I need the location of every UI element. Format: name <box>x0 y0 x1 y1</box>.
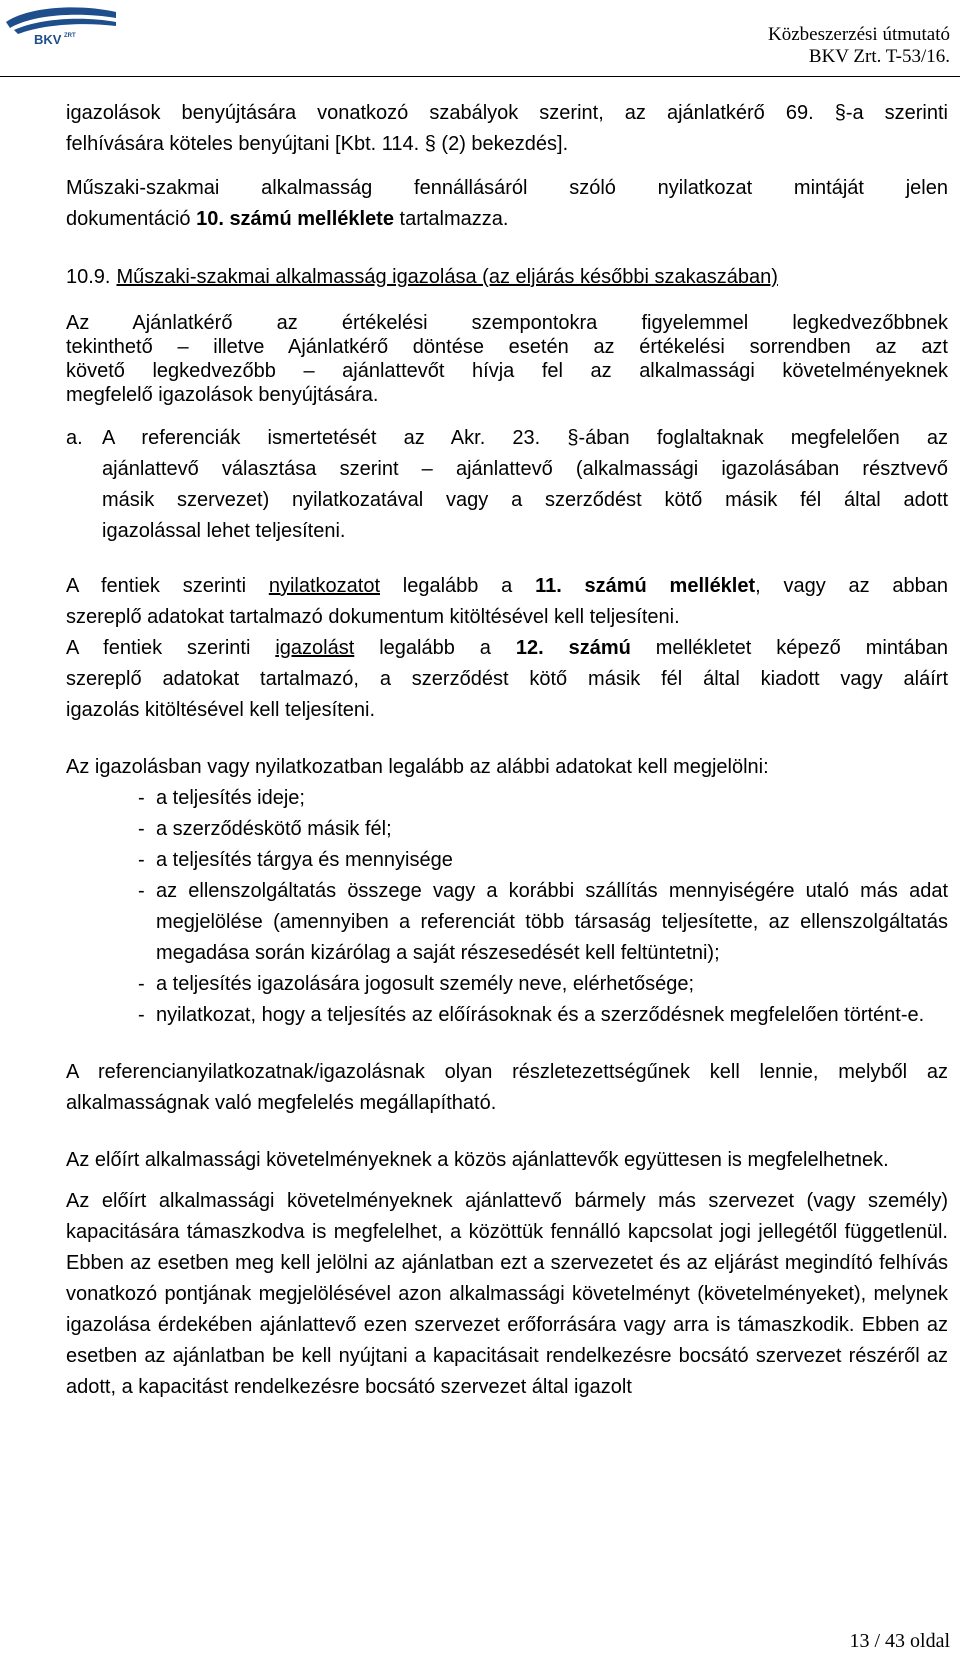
section-intro <box>66 311 948 407</box>
document-title-line1: Közbeszerzési útmutató <box>767 24 950 45</box>
page-header <box>0 0 960 78</box>
annex-reference: 11. számú melléklet <box>535 575 756 597</box>
paragraph-line: A referenciák ismertetését az Akr. 23. §-ában foglaltaknak megfelelően az <box>102 427 948 449</box>
paragraph-line: követő legkedvezőbb – ajánlattevőt hívja fel az alkalmassági követelményeknek <box>66 360 948 382</box>
document-code: BKV Zrt. T-53/16. <box>808 46 950 67</box>
paragraph: Az előírt alkalmassági követelményeknek ajánlattevő bármely más szervezet (vagy személy) kapacitására támaszkodva is megfelelhet, a közöttük fennálló kapcsolat jogi jellegétől függetlenül. Ebben az esetben meg kell jelölni az ajánlatban ezt a szervezetet és az eljárást megindító felhívás vonatkozó pontjának megjelölésével azon alkalmassági követelményt (követelményeket), melynek igazolása érdekében ajánlattevő ezen szervezet erőforrására vagy arra is támaszkodik. Ebben az esetben az ajánlatban be kell nyújtani a kapacitásait rendelkezésre bocsátó szervezet részéről az adott, a kapacitást rendelkezésre bocsátó szervezet által igazolt <box>66 1190 948 1398</box>
header-divider <box>0 76 960 77</box>
paragraph: Az előírt alkalmassági követelményeknek a közös ajánlattevők együttesen is megfelelhetnek. <box>66 1149 889 1171</box>
list-item: - a teljesítés tárgya és mennyisége <box>138 849 453 871</box>
svg-text:ZRT: ZRT <box>64 33 76 39</box>
paragraph-line: felhívására köteles benyújtani [Kbt. 114. § (2) bekezdés]. <box>66 133 569 155</box>
svg-text:BKV: BKV <box>34 32 62 47</box>
paragraph: A referencianyilatkozatnak/igazolásnak olyan részletezettségűnek kell lennie, melyből az alkalmasságnak való megfelelés megállapítható. <box>66 1061 948 1114</box>
section-number: 10.9. <box>66 266 111 288</box>
paragraph-line: dokumentáció 10. számú melléklete tartalmazza. <box>66 208 509 230</box>
list-intro: Az igazolásban vagy nyilatkozatban legalább az alábbi adatokat kell megjelölni: <box>66 756 769 778</box>
paragraph-line: Az Ajánlatkérő az értékelési szempontokra figyelemmel legkedvezőbbnek <box>66 312 948 334</box>
bkv-logo <box>0 4 120 48</box>
paragraph-line: Műszaki-szakmai alkalmasság fennállásáról szóló nyilatkozat mintáját jelen <box>66 177 948 199</box>
item-a <box>66 423 948 547</box>
paragraph-line: A fentiek szerinti igazolást legalább a 12. számú mellékletet képező mintában <box>66 637 949 659</box>
section-heading <box>66 263 948 291</box>
page-number: 13 / 43 oldal <box>849 1630 950 1652</box>
document-title <box>768 24 950 68</box>
paragraph-line: ajánlattevő választása szerint – ajánlattevő (alkalmassági igazolásában résztvevő <box>102 458 948 480</box>
paragraph-line: másik szervezet) nyilatkozatával vagy a szerződést kötő másik fél által adott <box>102 489 948 511</box>
list-item: - a teljesítés igazolására jogosult személy neve, elérhetősége; <box>138 973 695 995</box>
annex-reference: 12. számú <box>515 637 631 659</box>
section-title: Műszaki-szakmai alkalmasság igazolása (az eljárás későbbi szakaszában) <box>116 266 778 288</box>
paragraph-line: igazolással lehet teljesíteni. <box>102 520 346 542</box>
list-item: - a szerződéskötő másik fél; <box>138 818 392 840</box>
list-item: - nyilatkozat, hogy a teljesítés az előírásoknak és a szerződésnek megfelelően történt-e. <box>138 1004 925 1026</box>
list-item: - az ellenszolgáltatás összege vagy a korábbi szállítás mennyiségére utaló más adat megjelölése (amennyiben a referenciát több társaság teljesítette, az ellenszolgáltatás megadása során kizárólag a saját részesedését kell feltüntetni); <box>138 880 948 964</box>
required-data-list <box>66 783 948 1031</box>
annex-reference: 10. számú melléklete <box>196 208 394 230</box>
paragraph-line: igazolások benyújtására vonatkozó szabályok szerint, az ajánlatkérő 69. §-a szerinti <box>66 102 948 124</box>
list-item: - a teljesítés ideje; <box>138 787 305 809</box>
page-content <box>66 98 948 1403</box>
paragraph-line: tekinthető – illetve Ajánlatkérő döntése esetén az értékelési sorrendben az azt <box>66 336 948 358</box>
paragraph-line: szereplő adatokat tartalmazó dokumentum kitöltésével kell teljesíteni. <box>66 606 680 628</box>
paragraph-line: megfelelő igazolások benyújtására. <box>66 384 379 406</box>
item-a-label: a. <box>66 427 83 449</box>
paragraph-line: A fentiek szerinti nyilatkozatot legalább a 11. számú melléklet, vagy az abban <box>66 575 949 597</box>
paragraph-line: igazolás kitöltésével kell teljesíteni. <box>66 699 376 721</box>
paragraph-line: szereplő adatokat tartalmazó, a szerződést kötő másik fél által kiadott vagy aláírt <box>66 668 948 690</box>
